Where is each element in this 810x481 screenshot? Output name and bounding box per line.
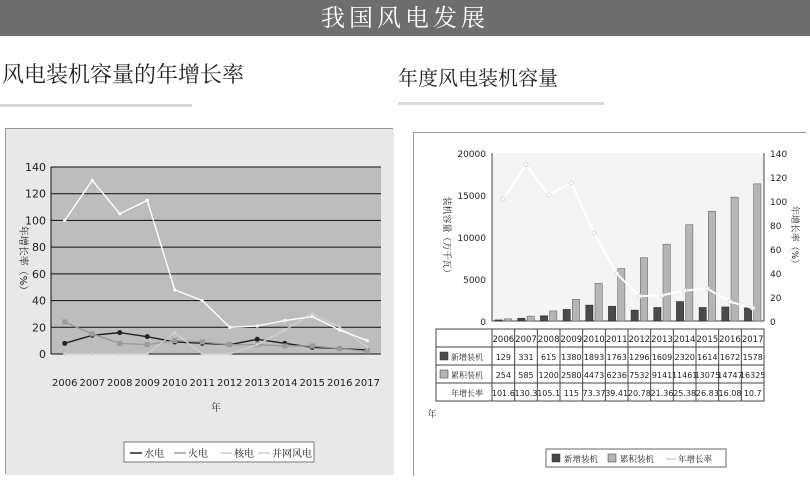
legend-marker [608, 454, 616, 462]
growth-rate-chart [6, 129, 394, 475]
data-point [283, 328, 286, 331]
table-cell: 1893 [583, 353, 605, 362]
x-axis-label: 年 [427, 410, 437, 420]
y-axis-label: 装机容量（万千瓦） [441, 196, 451, 278]
data-point [366, 339, 369, 342]
y-tick-label: 5000 [463, 276, 486, 286]
bar-new-installed [563, 309, 570, 321]
table-row-label: 新增装机 [451, 353, 483, 362]
data-point [200, 339, 205, 344]
bar-new-installed [495, 320, 502, 321]
data-point [173, 288, 176, 291]
x-tick-label: 2014 [272, 378, 298, 389]
x-tick-label: 2012 [217, 378, 243, 389]
table-cell: 16.08 [718, 389, 742, 398]
bar-new-installed [676, 302, 683, 321]
y-tick-label: 20 [32, 321, 46, 335]
y-tick-label: 80 [32, 241, 46, 255]
bar-new-installed [654, 307, 661, 321]
legend-label: 新增装机 [564, 455, 599, 465]
data-point [256, 343, 259, 346]
data-point [228, 326, 231, 329]
table-cell: 254 [495, 371, 511, 380]
table-row-label: 年增长率 [451, 389, 483, 398]
x-tick-label: 2015 [299, 378, 325, 389]
table-cell: 1296 [629, 353, 650, 362]
table-cell: 16325 [739, 371, 766, 380]
table-cell: 39.41 [605, 389, 629, 398]
bar-new-installed [518, 318, 525, 321]
table-cell: 20.78 [627, 389, 651, 398]
table-cell: 1609 [651, 353, 673, 362]
y-tick-label: 20000 [457, 150, 486, 160]
data-point [310, 343, 315, 348]
table-cell: 1672 [719, 353, 741, 362]
x-tick-label: 2006 [52, 378, 78, 389]
table-cell: 1614 [697, 353, 718, 362]
table-cell: 2320 [674, 353, 695, 362]
growth-rate-chart-panel [5, 128, 393, 474]
capacity-chart-panel [413, 132, 806, 476]
table-cell: 10.7 [743, 389, 762, 398]
data-point [311, 315, 314, 318]
bar-new-installed [586, 305, 593, 321]
data-point [146, 352, 149, 355]
bar-cumulative [595, 283, 602, 321]
bar-new-installed [540, 316, 547, 321]
table-cell: 13075 [694, 371, 721, 380]
data-point [63, 352, 66, 355]
bar-new-installed [744, 308, 751, 321]
page-banner [0, 0, 810, 36]
y-tick-label: 60 [32, 267, 46, 281]
table-cell: 115 [563, 389, 579, 398]
y2-axis-label: 年增长率（%） [789, 205, 799, 269]
bar-cumulative [504, 319, 511, 321]
table-header-cell: 2010 [583, 335, 605, 345]
legend-label: 并网风电 [272, 449, 312, 460]
y-axis-label: 年增长率（%） [17, 225, 28, 296]
y2-tick-label: 80 [770, 222, 782, 232]
x-tick-label: 2017 [354, 378, 380, 389]
data-point [118, 352, 121, 355]
capacity-chart [414, 133, 807, 477]
y-tick-label: 140 [25, 161, 46, 174]
table-cell: 4473 [583, 371, 605, 380]
table-row-key [440, 352, 448, 360]
y-tick-label: 100 [25, 214, 46, 228]
x-tick-label: 2011 [189, 378, 215, 389]
data-point [201, 352, 204, 355]
table-cell: 331 [518, 353, 534, 362]
data-point [117, 330, 122, 335]
data-point [145, 334, 150, 339]
table-cell: 101.6 [491, 389, 515, 398]
table-cell: 130.3 [514, 389, 538, 398]
y-tick-label: 120 [25, 187, 46, 201]
table-cell: 21.36 [650, 389, 674, 398]
data-point [637, 294, 641, 298]
data-point [282, 343, 287, 348]
legend-label: 核电 [234, 449, 254, 460]
table-header-cell: 2008 [537, 335, 560, 345]
left-title-rule [0, 104, 192, 107]
table-cell: 26.83 [695, 389, 719, 398]
data-point [91, 352, 94, 355]
y-tick-label: 15000 [457, 192, 486, 202]
bar-cumulative [708, 211, 715, 321]
data-point [117, 341, 122, 346]
y2-tick-label: 0 [770, 318, 776, 328]
data-point [118, 212, 121, 215]
table-row-label: 累积装机 [451, 371, 483, 380]
bar-new-installed [608, 306, 615, 321]
y2-tick-label: 140 [770, 150, 788, 160]
legend-marker [552, 454, 560, 462]
left-chart-title: 风电装机容量的年增长率 [2, 63, 245, 88]
bar-cumulative [663, 244, 670, 321]
x-tick-label: 2013 [244, 378, 270, 389]
table-header-cell: 2011 [605, 335, 628, 345]
bar-cumulative [550, 311, 557, 321]
table-cell: 1380 [561, 353, 582, 362]
data-point [366, 346, 369, 349]
y-tick-label: 0 [480, 318, 486, 328]
table-cell: 6236 [606, 371, 627, 380]
legend-label: 年增长率 [678, 455, 713, 465]
y-tick-label: 40 [32, 294, 46, 308]
table-header-cell: 2015 [696, 335, 719, 345]
data-point [62, 319, 67, 324]
table-header-cell: 2016 [719, 335, 741, 345]
data-point [62, 341, 67, 346]
plot-area [492, 153, 764, 321]
data-point [683, 289, 687, 293]
bar-new-installed [722, 307, 729, 321]
y2-tick-label: 120 [770, 174, 788, 184]
data-point [283, 319, 286, 322]
data-point [146, 199, 149, 202]
data-point [90, 331, 95, 336]
data-point [615, 272, 619, 276]
y2-tick-label: 100 [770, 198, 788, 208]
table-cell: 585 [518, 371, 534, 380]
data-point [365, 349, 370, 354]
table-cell: 1763 [606, 353, 627, 362]
table-cell: 2580 [561, 371, 582, 380]
data-point [592, 231, 596, 235]
x-tick-label: 2007 [79, 378, 105, 389]
legend-label: 水电 [144, 449, 164, 460]
table-header-cell: 2013 [651, 335, 673, 345]
y2-tick-label: 40 [770, 270, 782, 280]
table-header-cell: 2012 [628, 335, 651, 345]
data-point [728, 300, 732, 304]
x-tick-label: 2010 [162, 378, 188, 389]
y-tick-label: 0 [39, 348, 46, 361]
data-point [705, 287, 709, 291]
x-tick-label: 2008 [107, 378, 133, 389]
data-point [524, 163, 528, 167]
table-header-cell: 2009 [560, 335, 583, 345]
x-tick-label: 2016 [327, 378, 353, 389]
table-header-cell: 2006 [492, 335, 515, 345]
table-row-key [440, 370, 448, 378]
data-point [63, 219, 66, 222]
legend-label: 累积装机 [620, 455, 655, 465]
data-point [337, 346, 342, 351]
right-title-rule [398, 102, 604, 105]
data-point [227, 342, 232, 347]
table-cell: 14747 [717, 371, 743, 380]
data-point [201, 299, 204, 302]
table-header-cell: 2007 [515, 335, 537, 345]
bar-cumulative [686, 225, 693, 321]
data-point [338, 328, 341, 331]
bar-cumulative [640, 258, 647, 321]
data-point [569, 181, 573, 185]
table-header-cell: 2017 [741, 335, 764, 345]
bar-cumulative [572, 299, 579, 321]
data-point [145, 342, 150, 347]
bar-new-installed [631, 310, 638, 321]
table-cell: 615 [541, 353, 557, 362]
table-cell: 11461 [671, 371, 698, 380]
table-cell: 1578 [742, 353, 763, 362]
y2-tick-label: 60 [770, 246, 782, 256]
x-axis-label: 年 [211, 403, 221, 414]
bar-cumulative [754, 184, 761, 321]
table-cell: 105.1 [537, 389, 561, 398]
x-tick-label: 2009 [134, 378, 160, 389]
data-point [91, 179, 94, 182]
table-cell: 9141 [651, 371, 673, 380]
table-cell: 129 [495, 353, 511, 362]
table-cell: 7532 [629, 371, 650, 380]
y-tick-label: 10000 [457, 234, 486, 244]
legend-label: 火电 [188, 449, 208, 460]
data-point [173, 331, 176, 334]
banner-title: 我国风电发展 [321, 4, 489, 32]
table-cell: 1200 [538, 371, 559, 380]
bar-new-installed [699, 307, 706, 321]
table-cell: 73.37 [582, 389, 606, 398]
table-header-cell: 2014 [673, 335, 696, 345]
y2-tick-label: 20 [770, 294, 782, 304]
table-cell: 25.38 [673, 389, 697, 398]
data-point [228, 352, 231, 355]
data-point [255, 337, 260, 342]
data-point [660, 293, 664, 297]
data-point [751, 306, 755, 310]
bar-cumulative [527, 316, 534, 321]
data-point [547, 193, 551, 197]
data-point [256, 324, 259, 327]
data-point [501, 197, 505, 201]
data-point [172, 338, 177, 343]
right-chart-title: 年度风电装机容量 [398, 66, 558, 90]
